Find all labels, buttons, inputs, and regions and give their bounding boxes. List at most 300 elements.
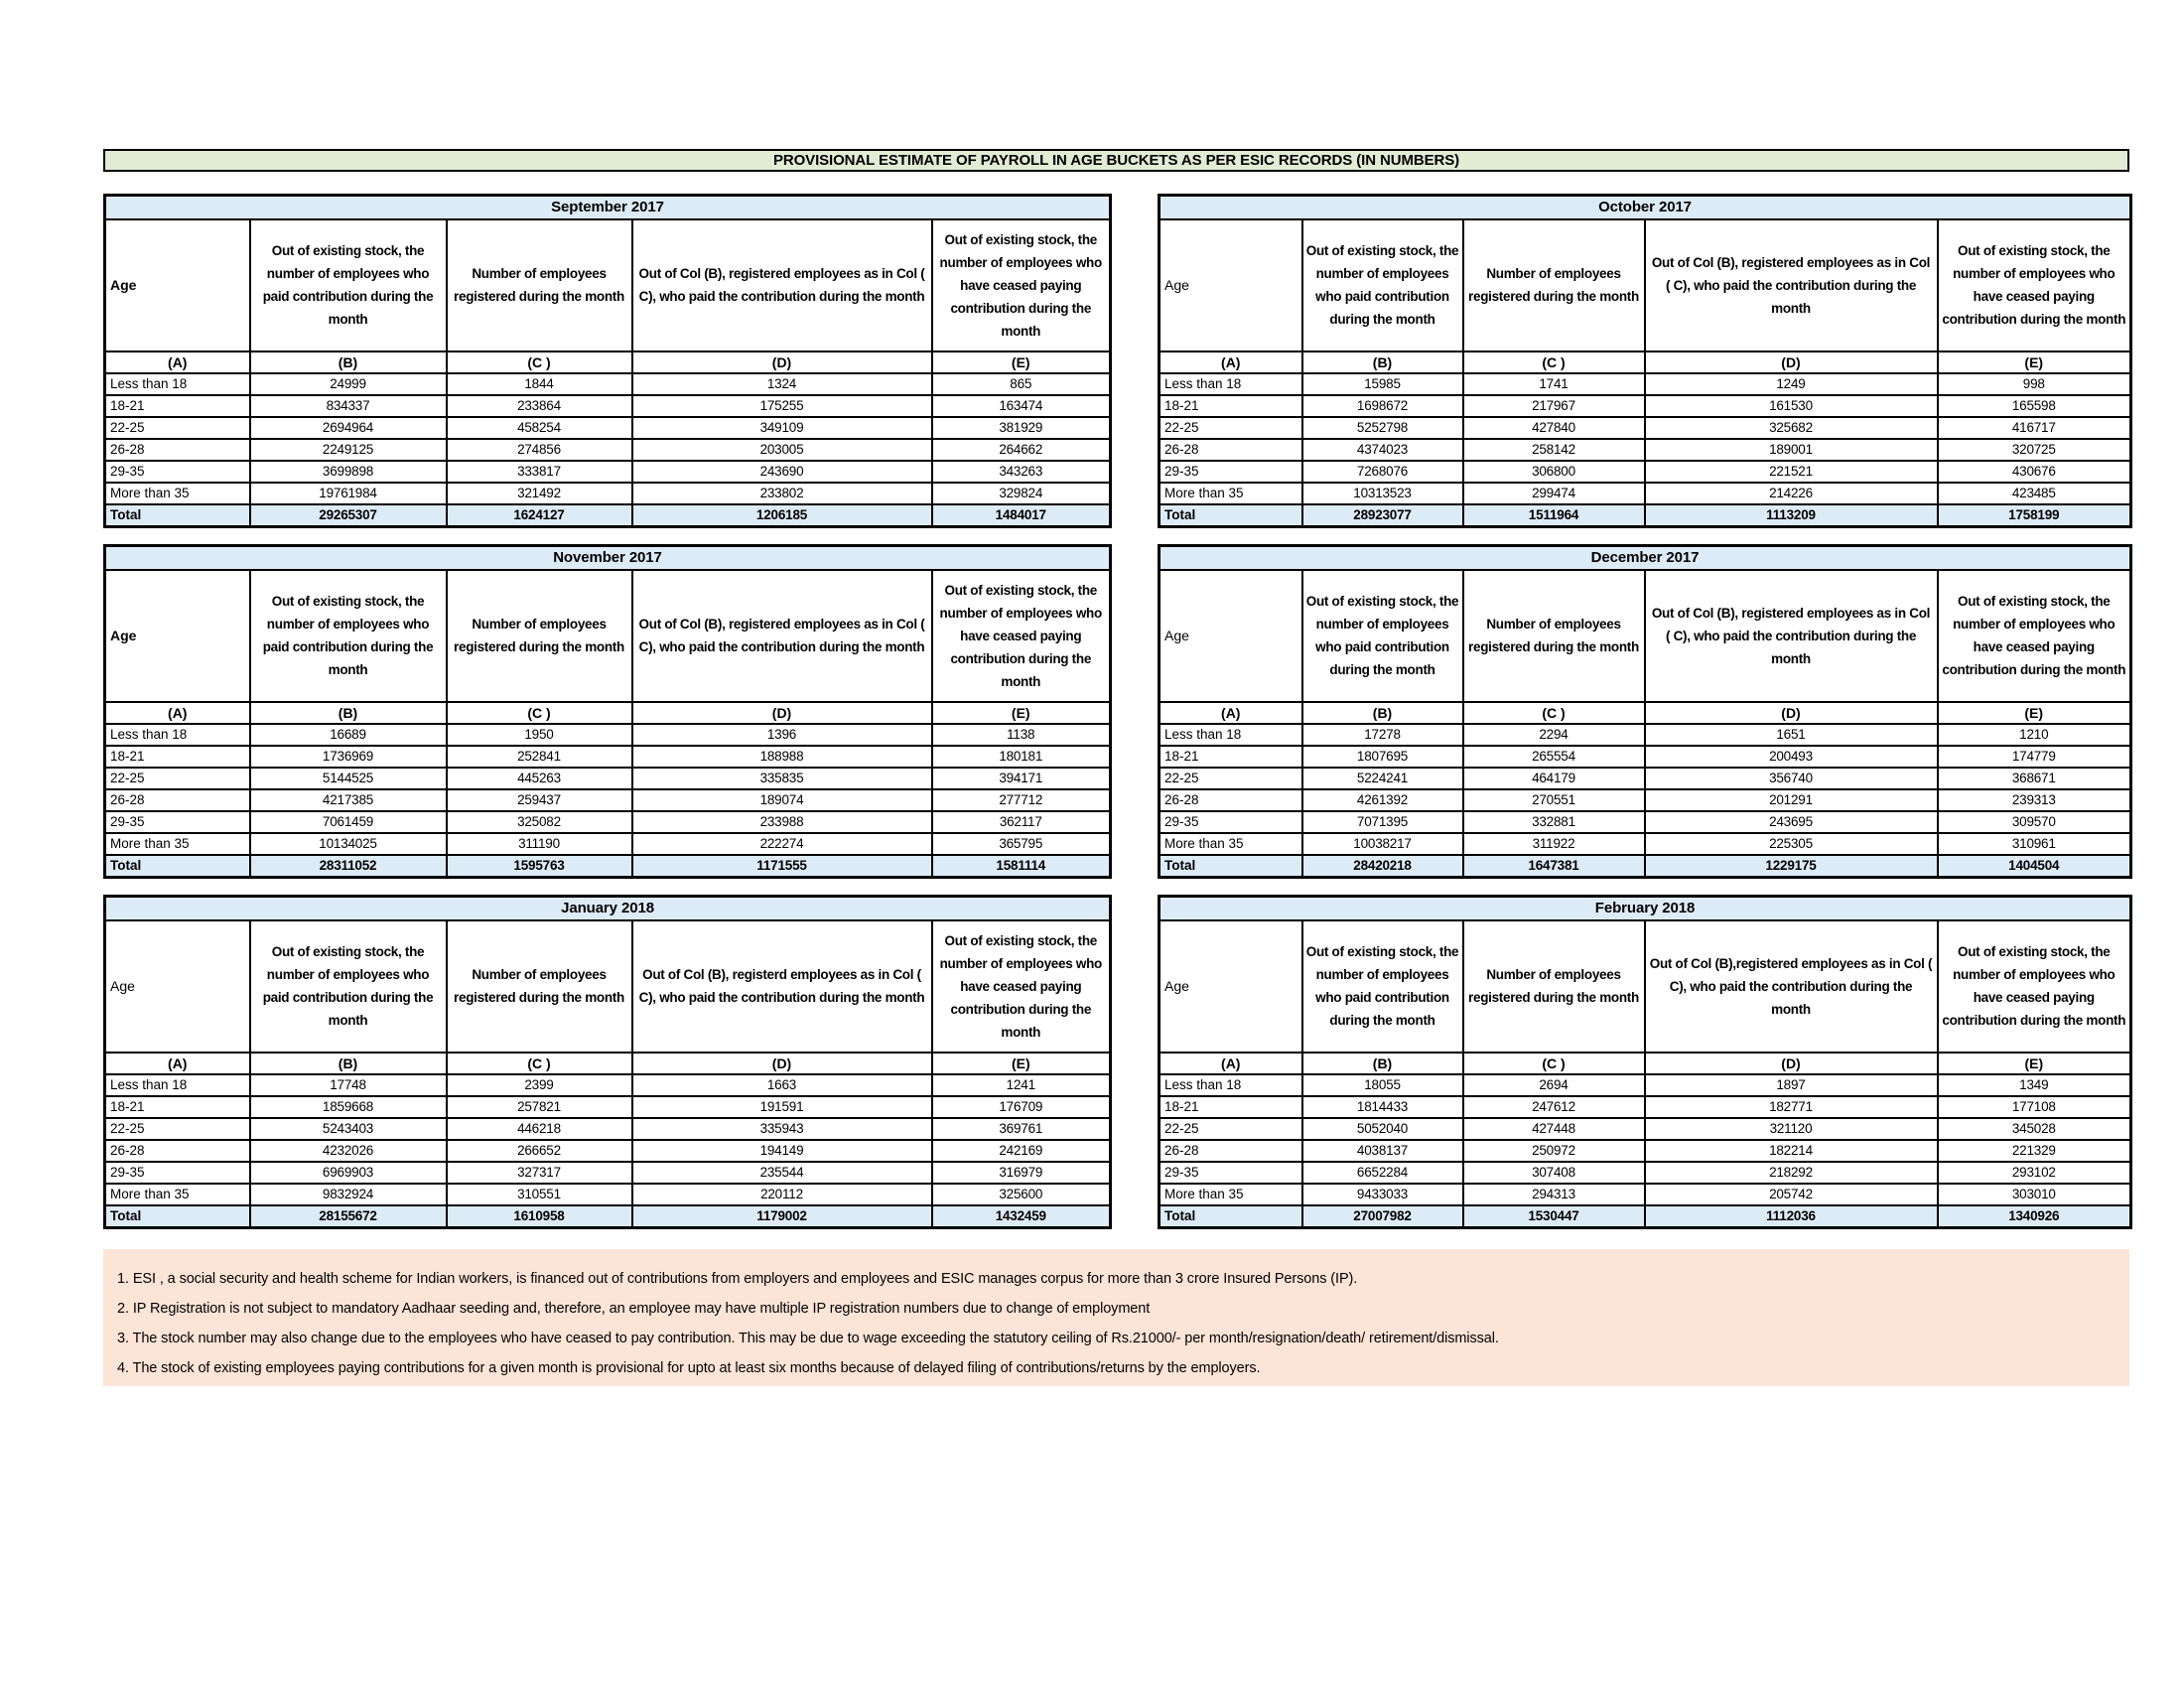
value-cell: 264662: [932, 439, 1111, 461]
total-value-cell: 28923077: [1302, 504, 1463, 527]
table-row: [1160, 811, 2131, 833]
value-cell: 329824: [932, 483, 1111, 504]
payroll-table: [103, 544, 1112, 879]
value-cell: 1241: [932, 1074, 1111, 1096]
value-cell: 307408: [1463, 1162, 1645, 1184]
value-cell: 176709: [932, 1096, 1111, 1118]
value-cell: 225305: [1645, 833, 1938, 855]
age-row-label: Less than 18: [1160, 724, 1302, 746]
column-header-cell: Out of Col (B), registerd employees as in Col ( C), who paid the contribution during the month: [632, 920, 932, 1053]
column-letter-cell: (B): [1302, 352, 1463, 373]
value-cell: 239313: [1938, 789, 2131, 811]
column-letter-cell: (A): [105, 702, 250, 724]
value-cell: 6969903: [250, 1162, 447, 1184]
value-cell: 316979: [932, 1162, 1111, 1184]
table-row: [1160, 833, 2131, 855]
value-cell: 321120: [1645, 1118, 1938, 1140]
month-table: [103, 895, 1109, 1229]
age-row-label: 22-25: [1160, 417, 1302, 439]
value-cell: 7061459: [250, 811, 447, 833]
value-cell: 221521: [1645, 461, 1938, 483]
value-cell: 293102: [1938, 1162, 2131, 1184]
table-row: [1160, 1118, 2131, 1140]
table-row: [105, 373, 1111, 395]
column-letter-cell: (B): [250, 1053, 447, 1074]
value-cell: 1741: [1463, 373, 1645, 395]
column-header-cell: Out of Col (B), registered employees as in Col ( C), who paid the contribution during the month: [1645, 219, 1938, 352]
value-cell: 189074: [632, 789, 932, 811]
table-row: [105, 746, 1111, 768]
value-cell: 7071395: [1302, 811, 1463, 833]
value-cell: 177108: [1938, 1096, 2131, 1118]
age-header-cell: Age: [105, 219, 250, 352]
value-cell: 427448: [1463, 1118, 1645, 1140]
value-cell: 163474: [932, 395, 1111, 417]
column-letter-cell: (D): [1645, 352, 1938, 373]
table-row: [1160, 1096, 2131, 1118]
value-cell: 191591: [632, 1096, 932, 1118]
total-value-cell: 28311052: [250, 855, 447, 878]
value-cell: 175255: [632, 395, 932, 417]
value-cell: 265554: [1463, 746, 1645, 768]
age-row-label: More than 35: [1160, 1184, 1302, 1205]
age-row-label: 22-25: [1160, 1118, 1302, 1140]
total-value-cell: 1610958: [447, 1205, 632, 1228]
column-header-cell: Out of existing stock, the number of employees who paid contribution during the month: [1302, 920, 1463, 1053]
value-cell: 258142: [1463, 439, 1645, 461]
age-row-label: Less than 18: [105, 724, 250, 746]
age-row-label: 29-35: [105, 1162, 250, 1184]
value-cell: 1396: [632, 724, 932, 746]
value-cell: 222274: [632, 833, 932, 855]
value-cell: 201291: [1645, 789, 1938, 811]
column-header-cell: Out of existing stock, the number of employees who paid contribution during the month: [1302, 219, 1463, 352]
column-header-cell: Out of existing stock, the number of employees who paid contribution during the month: [250, 219, 447, 352]
value-cell: 5144525: [250, 768, 447, 789]
value-cell: 327317: [447, 1162, 632, 1184]
value-cell: 250972: [1463, 1140, 1645, 1162]
column-header-cell: Out of existing stock, the number of employees who paid contribution during the month: [1302, 570, 1463, 702]
column-letter-cell: (A): [1160, 702, 1302, 724]
column-letter-cell: (C ): [447, 352, 632, 373]
table-row: [105, 833, 1111, 855]
column-letter-cell: (C ): [447, 702, 632, 724]
age-row-label: More than 35: [1160, 483, 1302, 504]
value-cell: 335943: [632, 1118, 932, 1140]
value-cell: 2399: [447, 1074, 632, 1096]
age-row-label: More than 35: [1160, 833, 1302, 855]
value-cell: 1663: [632, 1074, 932, 1096]
column-header-cell: Out of Col (B), registered employees as in Col ( C), who paid the contribution during the month: [632, 219, 932, 352]
total-row: [1160, 855, 2131, 878]
age-row-label: 26-28: [105, 439, 250, 461]
month-table: [103, 194, 1109, 528]
column-letter-cell: (D): [632, 352, 932, 373]
table-row: [1160, 439, 2131, 461]
table-row: [105, 1096, 1111, 1118]
value-cell: 266652: [447, 1140, 632, 1162]
age-row-label: Less than 18: [105, 373, 250, 395]
age-row-label: Less than 18: [1160, 373, 1302, 395]
value-cell: 1844: [447, 373, 632, 395]
total-value-cell: 1758199: [1938, 504, 2131, 527]
value-cell: 303010: [1938, 1184, 2131, 1205]
value-cell: 270551: [1463, 789, 1645, 811]
value-cell: 243690: [632, 461, 932, 483]
value-cell: 203005: [632, 439, 932, 461]
value-cell: 356740: [1645, 768, 1938, 789]
value-cell: 309570: [1938, 811, 2131, 833]
table-row: [105, 768, 1111, 789]
page-title: PROVISIONAL ESTIMATE OF PAYROLL IN AGE BUCKETS AS PER ESIC RECORDS (IN NUMBERS): [103, 149, 2129, 172]
month-table: [1158, 544, 2129, 879]
table-row: [1160, 461, 2131, 483]
value-cell: 834337: [250, 395, 447, 417]
column-letter-cell: (B): [250, 352, 447, 373]
month-header-cell: December 2017: [1160, 546, 2131, 570]
value-cell: 10038217: [1302, 833, 1463, 855]
value-cell: 423485: [1938, 483, 2131, 504]
age-header-cell: Age: [1160, 920, 1302, 1053]
total-value-cell: 1340926: [1938, 1205, 2131, 1228]
age-header-cell: Age: [1160, 570, 1302, 702]
footnote-line: 3. The stock number may also change due to the employees who have ceased to pay contribution. This may be due to wage exceeding the statutory ceiling of Rs.21000/- per month/resignation/death/ retirement/dismissal.: [117, 1331, 1499, 1346]
value-cell: 311190: [447, 833, 632, 855]
value-cell: 325682: [1645, 417, 1938, 439]
month-header-cell: October 2017: [1160, 196, 2131, 219]
age-row-label: 18-21: [105, 395, 250, 417]
total-value-cell: 1432459: [932, 1205, 1111, 1228]
value-cell: 9433033: [1302, 1184, 1463, 1205]
age-row-label: 26-28: [105, 1140, 250, 1162]
value-cell: 365795: [932, 833, 1111, 855]
payroll-table: [103, 895, 1112, 1229]
column-letter-cell: (A): [1160, 1053, 1302, 1074]
total-value-cell: 1112036: [1645, 1205, 1938, 1228]
value-cell: 9832924: [250, 1184, 447, 1205]
table-row: [1160, 395, 2131, 417]
column-header-cell: Out of Col (B), registered employees as in Col ( C), who paid the contribution during the month: [632, 570, 932, 702]
footnote-line: 2. IP Registration is not subject to mandatory Aadhaar seeding and, therefore, an employee may have multiple IP registration numbers due to change of employment: [117, 1301, 1151, 1317]
age-row-label: 18-21: [1160, 395, 1302, 417]
value-cell: 349109: [632, 417, 932, 439]
value-cell: 321492: [447, 483, 632, 504]
table-row: [105, 461, 1111, 483]
value-cell: 310961: [1938, 833, 2131, 855]
table-row: [105, 811, 1111, 833]
column-letter-cell: (D): [632, 702, 932, 724]
value-cell: 189001: [1645, 439, 1938, 461]
month-header-cell: January 2018: [105, 897, 1111, 920]
value-cell: 335835: [632, 768, 932, 789]
age-row-label: 18-21: [1160, 1096, 1302, 1118]
total-row: [105, 855, 1111, 878]
value-cell: 205742: [1645, 1184, 1938, 1205]
total-value-cell: 28420218: [1302, 855, 1463, 878]
table-row: [1160, 768, 2131, 789]
column-letter-cell: (C ): [1463, 352, 1645, 373]
age-row-label: 22-25: [1160, 768, 1302, 789]
value-cell: 394171: [932, 768, 1111, 789]
value-cell: 368671: [1938, 768, 2131, 789]
column-letter-cell: (D): [632, 1053, 932, 1074]
column-header-cell: Out of existing stock, the number of employees who have ceased paying contribution during the month: [1938, 219, 2131, 352]
total-label-cell: Total: [105, 855, 250, 878]
column-letter-cell: (E): [1938, 1053, 2131, 1074]
total-value-cell: 28155672: [250, 1205, 447, 1228]
value-cell: 458254: [447, 417, 632, 439]
value-cell: 217967: [1463, 395, 1645, 417]
column-letter-cell: (E): [1938, 702, 2131, 724]
total-value-cell: 1484017: [932, 504, 1111, 527]
age-row-label: More than 35: [105, 833, 250, 855]
value-cell: 445263: [447, 768, 632, 789]
month-table: [103, 544, 1109, 879]
value-cell: 427840: [1463, 417, 1645, 439]
age-row-label: More than 35: [105, 483, 250, 504]
age-row-label: Less than 18: [105, 1074, 250, 1096]
column-header-cell: Out of existing stock, the number of employees who paid contribution during the month: [250, 920, 447, 1053]
value-cell: 1807695: [1302, 746, 1463, 768]
total-row: [105, 504, 1111, 527]
table-row: [105, 483, 1111, 504]
value-cell: 446218: [447, 1118, 632, 1140]
value-cell: 2694: [1463, 1074, 1645, 1096]
value-cell: 247612: [1463, 1096, 1645, 1118]
value-cell: 218292: [1645, 1162, 1938, 1184]
value-cell: 1651: [1645, 724, 1938, 746]
table-row: [1160, 373, 2131, 395]
value-cell: 257821: [447, 1096, 632, 1118]
table-row: [105, 1074, 1111, 1096]
value-cell: 16689: [250, 724, 447, 746]
column-letter-cell: (A): [105, 1053, 250, 1074]
table-row: [1160, 789, 2131, 811]
value-cell: 362117: [932, 811, 1111, 833]
value-cell: 259437: [447, 789, 632, 811]
column-header-cell: Out of existing stock, the number of employees who have ceased paying contribution during the month: [1938, 920, 2131, 1053]
age-row-label: 22-25: [105, 768, 250, 789]
table-row: [105, 724, 1111, 746]
value-cell: 4232026: [250, 1140, 447, 1162]
age-header-cell: Age: [105, 570, 250, 702]
value-cell: 381929: [932, 417, 1111, 439]
total-value-cell: 1595763: [447, 855, 632, 878]
value-cell: 4038137: [1302, 1140, 1463, 1162]
value-cell: 5224241: [1302, 768, 1463, 789]
table-row: [105, 417, 1111, 439]
value-cell: 311922: [1463, 833, 1645, 855]
value-cell: 233864: [447, 395, 632, 417]
column-header-cell: Number of employees registered during the month: [1463, 570, 1645, 702]
total-row: [105, 1205, 1111, 1228]
value-cell: 214226: [1645, 483, 1938, 504]
total-row: [1160, 1205, 2131, 1228]
payroll-table: [103, 194, 1112, 528]
value-cell: 200493: [1645, 746, 1938, 768]
payroll-table: [1158, 194, 2132, 528]
column-letter-cell: (E): [1938, 352, 2131, 373]
value-cell: 333817: [447, 461, 632, 483]
age-row-label: 22-25: [105, 1118, 250, 1140]
column-header-cell: Number of employees registered during the month: [447, 570, 632, 702]
value-cell: 343263: [932, 461, 1111, 483]
month-header-cell: November 2017: [105, 546, 1111, 570]
column-letter-cell: (C ): [447, 1053, 632, 1074]
month-table: [1158, 895, 2129, 1229]
value-cell: 1814433: [1302, 1096, 1463, 1118]
table-row: [1160, 1184, 2131, 1205]
age-row-label: 18-21: [105, 1096, 250, 1118]
value-cell: 5252798: [1302, 417, 1463, 439]
total-value-cell: 1229175: [1645, 855, 1938, 878]
column-header-cell: Out of Col (B), registered employees as in Col ( C), who paid the contribution during the month: [1645, 570, 1938, 702]
value-cell: 10134025: [250, 833, 447, 855]
total-value-cell: 1530447: [1463, 1205, 1645, 1228]
value-cell: 235544: [632, 1162, 932, 1184]
table-row: [105, 1140, 1111, 1162]
value-cell: 1138: [932, 724, 1111, 746]
table-row: [105, 789, 1111, 811]
age-header-cell: Age: [105, 920, 250, 1053]
total-label-cell: Total: [105, 1205, 250, 1228]
value-cell: 299474: [1463, 483, 1645, 504]
value-cell: 220112: [632, 1184, 932, 1205]
column-letter-cell: (E): [932, 1053, 1111, 1074]
month-table: [1158, 194, 2129, 528]
column-header-cell: Number of employees registered during the month: [1463, 219, 1645, 352]
month-header-cell: February 2018: [1160, 897, 2131, 920]
value-cell: 233988: [632, 811, 932, 833]
value-cell: 320725: [1938, 439, 2131, 461]
value-cell: 430676: [1938, 461, 2131, 483]
table-row: [1160, 1074, 2131, 1096]
total-value-cell: 1624127: [447, 504, 632, 527]
value-cell: 17748: [250, 1074, 447, 1096]
value-cell: 325082: [447, 811, 632, 833]
column-letter-cell: (E): [932, 702, 1111, 724]
column-header-cell: Out of existing stock, the number of employees who have ceased paying contribution during the month: [932, 570, 1111, 702]
column-letter-cell: (A): [1160, 352, 1302, 373]
column-letter-cell: (B): [250, 702, 447, 724]
total-value-cell: 1206185: [632, 504, 932, 527]
table-row: [1160, 724, 2131, 746]
payroll-table: [1158, 895, 2132, 1229]
total-value-cell: 1179002: [632, 1205, 932, 1228]
column-letter-cell: (D): [1645, 1053, 1938, 1074]
column-letter-cell: (C ): [1463, 1053, 1645, 1074]
value-cell: 1210: [1938, 724, 2131, 746]
value-cell: 4374023: [1302, 439, 1463, 461]
value-cell: 19761984: [250, 483, 447, 504]
column-header-cell: Number of employees registered during the month: [1463, 920, 1645, 1053]
value-cell: 3699898: [250, 461, 447, 483]
table-row: [105, 1162, 1111, 1184]
value-cell: 188988: [632, 746, 932, 768]
age-row-label: 29-35: [1160, 461, 1302, 483]
table-row: [105, 439, 1111, 461]
value-cell: 865: [932, 373, 1111, 395]
value-cell: 15985: [1302, 373, 1463, 395]
footnote-line: 1. ESI , a social security and health scheme for Indian workers, is financed out of contributions from employers and employees and ESIC manages corpus for more than 3 crore Insured Persons (IP).: [117, 1271, 1358, 1287]
age-row-label: 29-35: [105, 811, 250, 833]
total-value-cell: 1171555: [632, 855, 932, 878]
column-letter-cell: (E): [932, 352, 1111, 373]
age-row-label: 18-21: [105, 746, 250, 768]
value-cell: 1950: [447, 724, 632, 746]
column-header-cell: Number of employees registered during the month: [447, 219, 632, 352]
value-cell: 310551: [447, 1184, 632, 1205]
value-cell: 194149: [632, 1140, 932, 1162]
value-cell: 1736969: [250, 746, 447, 768]
footnotes-panel: [103, 1249, 2129, 1386]
value-cell: 17278: [1302, 724, 1463, 746]
column-header-cell: Out of existing stock, the number of employees who paid contribution during the month: [250, 570, 447, 702]
total-value-cell: 1404504: [1938, 855, 2131, 878]
table-row: [1160, 417, 2131, 439]
payroll-table: [1158, 544, 2132, 879]
value-cell: 369761: [932, 1118, 1111, 1140]
value-cell: 4217385: [250, 789, 447, 811]
column-header-cell: Out of existing stock, the number of employees who have ceased paying contribution during the month: [1938, 570, 2131, 702]
total-label-cell: Total: [1160, 504, 1302, 527]
value-cell: 306800: [1463, 461, 1645, 483]
value-cell: 6652284: [1302, 1162, 1463, 1184]
value-cell: 174779: [1938, 746, 2131, 768]
value-cell: 2249125: [250, 439, 447, 461]
value-cell: 277712: [932, 789, 1111, 811]
age-row-label: More than 35: [105, 1184, 250, 1205]
total-label-cell: Total: [1160, 855, 1302, 878]
table-row: [105, 1118, 1111, 1140]
value-cell: 7268076: [1302, 461, 1463, 483]
table-row: [1160, 1140, 2131, 1162]
value-cell: 1698672: [1302, 395, 1463, 417]
value-cell: 294313: [1463, 1184, 1645, 1205]
value-cell: 274856: [447, 439, 632, 461]
value-cell: 180181: [932, 746, 1111, 768]
age-row-label: 26-28: [1160, 439, 1302, 461]
age-row-label: 29-35: [1160, 1162, 1302, 1184]
value-cell: 221329: [1938, 1140, 2131, 1162]
age-row-label: 22-25: [105, 417, 250, 439]
value-cell: 1324: [632, 373, 932, 395]
value-cell: 165598: [1938, 395, 2131, 417]
value-cell: 182771: [1645, 1096, 1938, 1118]
value-cell: 345028: [1938, 1118, 2131, 1140]
column-letter-cell: (B): [1302, 702, 1463, 724]
column-header-cell: Out of existing stock, the number of employees who have ceased paying contribution during the month: [932, 920, 1111, 1053]
footnote-line: 4. The stock of existing employees paying contributions for a given month is provisional for upto at least six months because of delayed filing of contributions/returns by the employers.: [117, 1360, 1261, 1376]
value-cell: 332881: [1463, 811, 1645, 833]
column-letter-cell: (B): [1302, 1053, 1463, 1074]
column-letter-cell: (C ): [1463, 702, 1645, 724]
value-cell: 242169: [932, 1140, 1111, 1162]
total-row: [1160, 504, 2131, 527]
total-value-cell: 1581114: [932, 855, 1111, 878]
total-value-cell: 1647381: [1463, 855, 1645, 878]
age-row-label: 29-35: [105, 461, 250, 483]
column-header-cell: Out of existing stock, the number of employees who have ceased paying contribution during the month: [932, 219, 1111, 352]
table-row: [1160, 483, 2131, 504]
value-cell: 243695: [1645, 811, 1938, 833]
total-value-cell: 29265307: [250, 504, 447, 527]
value-cell: 1859668: [250, 1096, 447, 1118]
table-row: [105, 1184, 1111, 1205]
column-letter-cell: (D): [1645, 702, 1938, 724]
value-cell: 325600: [932, 1184, 1111, 1205]
value-cell: 2694964: [250, 417, 447, 439]
